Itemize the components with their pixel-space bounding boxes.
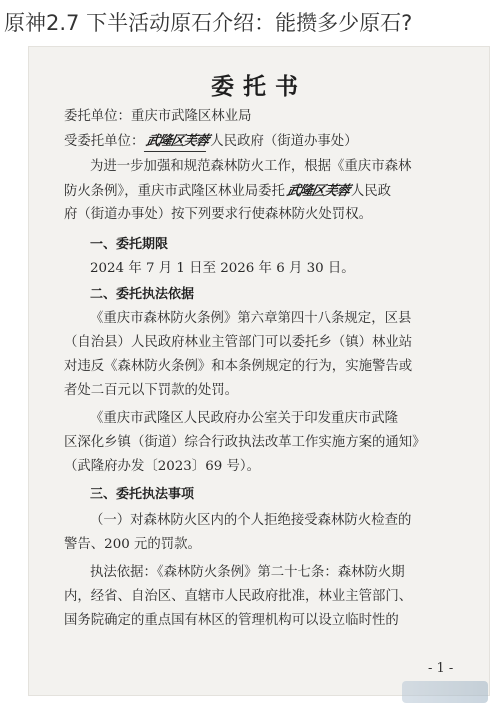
section-3-basis-line-3: 国务院确定的重点国有林区的管理机构可以设立临时性的 [64, 613, 399, 628]
principal-line [64, 108, 251, 126]
section-2-p1-line-2: （自治县）人民政府林业主管部门可以委托乡（镇）林业站 [64, 335, 413, 350]
intro-signature: 武隆区芙蓉 [285, 183, 351, 199]
document-title: 委托书 [211, 73, 307, 100]
section-3-item-1-line-2: 警告、200 元的罚款。 [64, 537, 201, 552]
agent-signature: 武隆区芙蓉 [144, 132, 210, 152]
agent-suffix: 人民政府（街道办事处） [210, 134, 358, 149]
section-1-heading: 一、委托期限 [90, 237, 169, 252]
section-3-basis-line-1: 执法依据：《森林防火条例》第二十七条：森林防火期 [90, 565, 405, 580]
section-2-p1-line-4: 者处二百元以下罚款的处罚。 [64, 383, 239, 398]
watermark-logo [402, 681, 488, 703]
document-scan [28, 46, 490, 696]
section-2-p2-line-3: （武隆府办发〔2023〕69 号）。 [64, 459, 260, 474]
section-3-basis-line-2: 内，经省、自治区、直辖市人民政府批准，林业主管部门、 [64, 589, 413, 604]
principal-label: 委托单位： [64, 109, 131, 124]
article-headline: 原神2.7 下半活动原石介绍：能攒多少原石? [4, 11, 413, 35]
section-2-p1-line-1: 《重庆市森林防火条例》第六章第四十八条规定，区县 [90, 311, 412, 326]
intro-line-2-tail: 人民政 [350, 184, 392, 199]
intro-line-3: 府（街道办事处）按下列要求行使森林防火处罚权。 [64, 207, 372, 222]
intro-line-2-text: 防火条例》，重庆市武隆区林业局委托 [64, 184, 285, 199]
section-3-heading: 三、委托执法事项 [90, 487, 195, 502]
intro-line-2 [64, 182, 391, 201]
intro-line-1: 为进一步加强和规范森林防火工作，根据《重庆市森林 [90, 159, 412, 174]
principal-name: 重庆市武隆区林业局 [130, 109, 252, 124]
section-2-heading: 二、委托执法依据 [90, 287, 195, 302]
section-2-p2-line-1: 《重庆市武隆区人民政府办公室关于印发重庆市武隆 [90, 411, 398, 426]
section-2-p2-line-2: 区深化乡镇（街道）综合行政执法改革工作实施方案的通知》 [64, 435, 426, 450]
agent-line [64, 132, 358, 152]
page-number: - 1 - [428, 661, 454, 676]
section-2-p1-line-3: 对违反《森林防火条例》和本条例规定的行为，实施警告或 [64, 359, 413, 374]
section-1-text: 2024 年 7 月 1 日至 2026 年 6 月 30 日。 [90, 261, 355, 276]
agent-label: 受委托单位： [64, 134, 145, 149]
section-3-item-1-line-1: （一）对森林防火区内的个人拒绝接受森林防火检查的 [90, 513, 412, 528]
